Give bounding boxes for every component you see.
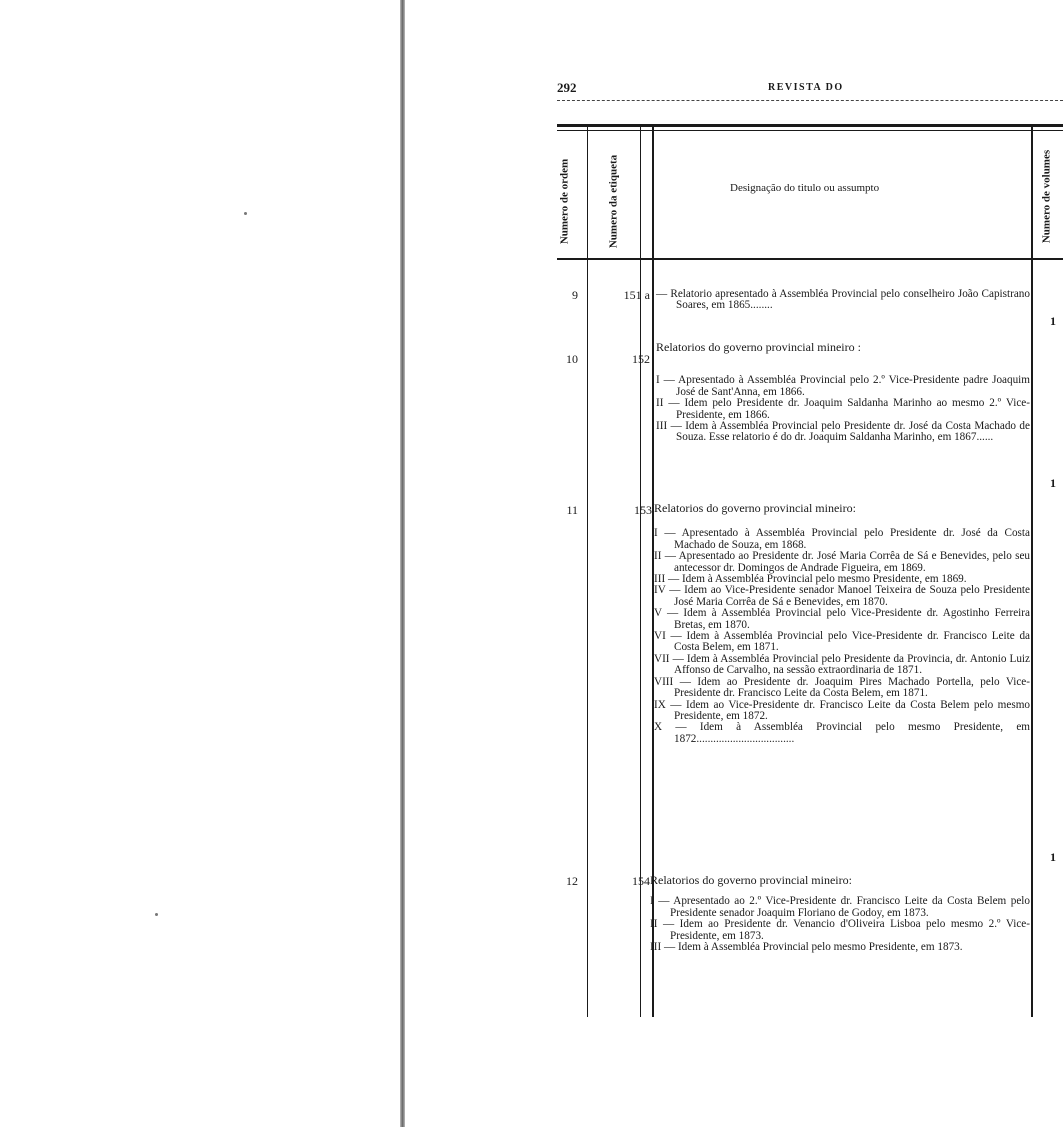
entry-heading: Relatorios do governo provincial mineiro: bbox=[650, 873, 852, 887]
entry-text bbox=[654, 503, 1030, 745]
entry-heading: Relatorios do governo provincial mineiro : bbox=[656, 340, 861, 354]
entry-item: III — Idem à Assembléa Provincial pelo Presidente dr. José da Costa Machado de Souza. Esse relatorio é do dr. Joaquim Saldanha Marinho, em 1867...... bbox=[656, 420, 1030, 444]
table-top-rule bbox=[557, 124, 1063, 127]
entry-item: V — Idem à Assembléa Provincial pelo Vice-Presidente dr. Agostinho Ferreira Bretas, em 1870. bbox=[654, 607, 1030, 631]
entry-item: III — Idem à Assembléa Provincial pelo mesmo Presidente, em 1873. bbox=[650, 941, 963, 954]
entry-item: VII — Idem à Assembléa Provincial pelo Presidente da Provincia, dr. Antonio Luiz Affonso de Carvalho, na sessão extraordinaria de 1871. bbox=[654, 652, 1030, 677]
column-header-title: Designação do titulo ou assumpto bbox=[730, 182, 880, 194]
entry-item: I — Apresentado ao 2.º Vice-Presidente dr. Francisco Leite da Costa Belem pelo Presidente senador Joaquim Floriano de Godoy, em 1873. bbox=[650, 895, 1030, 919]
entry-text bbox=[656, 342, 1030, 444]
order-number: 10 bbox=[566, 352, 578, 366]
entry-item: IX — Idem ao Vice-Presidente dr. Francisco Leite da Costa Belem pelo mesmo Presidente, em 1872. bbox=[654, 698, 1030, 722]
column-divider bbox=[1031, 127, 1033, 1017]
page-number: 292 bbox=[557, 80, 577, 95]
entry-item: VI — Idem à Assembléa Provincial pelo Vice-Presidente dr. Francisco Leite da Costa Belem, em 1871. bbox=[654, 630, 1030, 654]
entry-item: X — Idem à Assembléa Provincial pelo mesmo Presidente, em 1872................................... bbox=[654, 721, 1030, 745]
entry-item: — Relatorio apresentado à Assembléa Provincial pelo conselheiro João Capistrano Soares, em 1865........ bbox=[656, 288, 1030, 312]
entry-item: I — Apresentado à Assembléa Provincial pelo Presidente dr. José da Costa Machado de Souza, em 1868. bbox=[654, 527, 1030, 551]
volume-count: 1 bbox=[1050, 476, 1056, 490]
entry-heading: Relatorios do governo provincial mineiro: bbox=[654, 501, 856, 515]
column-header-label: Numero da etiqueta bbox=[607, 154, 620, 249]
label-number: 151 a bbox=[623, 288, 650, 302]
scan-speck bbox=[244, 212, 247, 215]
column-header-order: Numero de ordem bbox=[558, 158, 571, 245]
volume-count: 1 bbox=[1050, 850, 1056, 864]
entry-item: III — Idem à Assembléa Provincial pelo mesmo Presidente, em 1869. bbox=[654, 573, 967, 586]
entry-text bbox=[656, 289, 1030, 312]
volume-count: 1 bbox=[1050, 314, 1056, 328]
order-number: 12 bbox=[566, 874, 578, 888]
binding-gutter-line bbox=[400, 0, 405, 1127]
header-rule bbox=[557, 100, 1063, 101]
column-divider bbox=[587, 127, 588, 1017]
label-number: 153 bbox=[634, 503, 652, 517]
table-top-rule-thin bbox=[557, 130, 1063, 131]
entry-item: I — Apresentado à Assembléa Provincial pelo 2.º Vice-Presidente padre Joaquim José de Sant'Anna, em 1866. bbox=[656, 374, 1030, 398]
entry-item: II — Apresentado ao Presidente dr. José Maria Corrêa de Sá e Benevides, pelo seu antecessor dr. Domingos de Andrade Figueira, em 1869. bbox=[654, 550, 1030, 574]
entry-item: II — Idem ao Presidente dr. Venancio d'Oliveira Lisboa pelo mesmo 2.º Vice-Presidente, em 1873. bbox=[650, 918, 1030, 942]
entry-item: II — Idem pelo Presidente dr. Joaquim Saldanha Marinho ao mesmo 2.º Vice-Presidente, em 1866. bbox=[656, 397, 1030, 421]
label-number: 152 bbox=[632, 352, 650, 366]
entry-text bbox=[650, 875, 1030, 953]
column-header-volumes: Numero de volumes bbox=[1040, 149, 1053, 244]
running-head: REVISTA DO bbox=[768, 82, 844, 93]
entry-item: IV — Idem ao Vice-Presidente senador Manoel Teixeira de Souza pelo Presidente José Maria Corrêa de Sá e Benevides, em 1870. bbox=[654, 584, 1030, 608]
order-number: 9 bbox=[572, 288, 578, 302]
order-number: 11 bbox=[566, 503, 578, 517]
label-number: 154 bbox=[632, 874, 650, 888]
entry-item: VIII — Idem ao Presidente dr. Joaquim Pires Machado Portella, pelo Vice-Presidente dr. Francisco Leite da Costa Belem, em 1871. bbox=[654, 675, 1030, 700]
header-bottom-rule bbox=[557, 258, 1063, 260]
scan-speck bbox=[155, 913, 158, 916]
